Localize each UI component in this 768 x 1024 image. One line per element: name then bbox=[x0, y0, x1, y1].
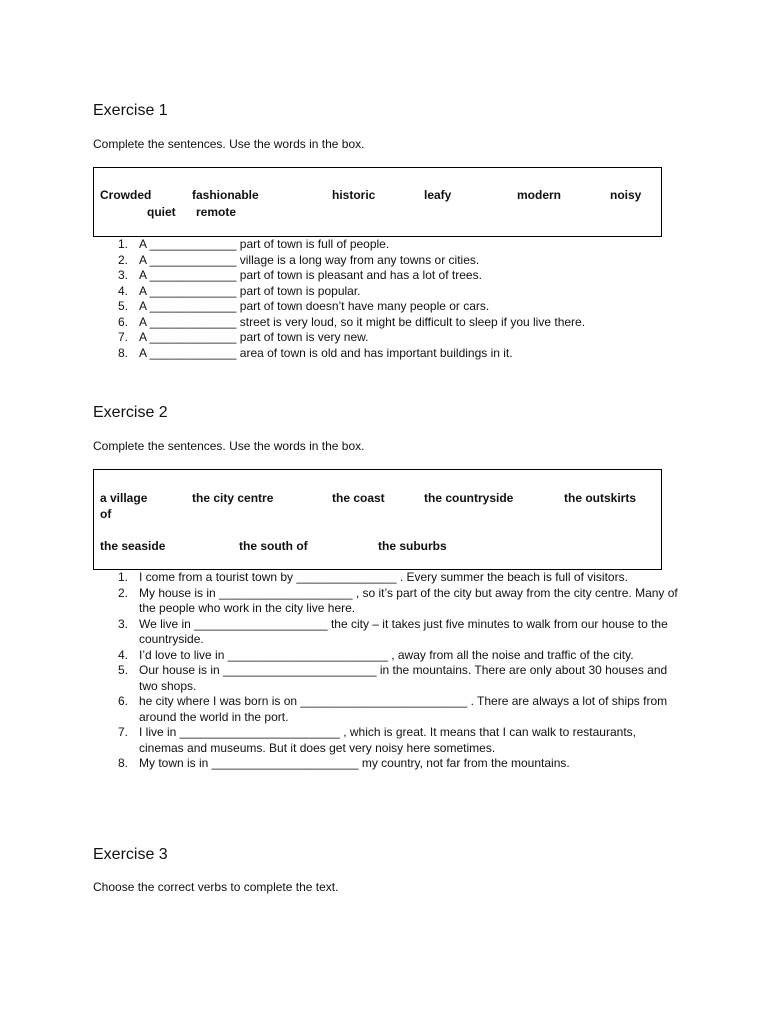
exercise-2-list bbox=[93, 570, 683, 772]
list-item bbox=[93, 725, 683, 756]
word-box-item: the coast bbox=[332, 491, 385, 505]
list-item bbox=[93, 694, 683, 725]
item-number: 6. bbox=[117, 314, 128, 329]
item-text: A _____________ village is a long way from any towns or cities. bbox=[139, 252, 480, 267]
list-item bbox=[93, 330, 683, 346]
item-number: 6. bbox=[117, 694, 128, 708]
word-box-item: noisy bbox=[610, 188, 642, 202]
exercise-2-instruction: Complete the sentences. Use the words in the box. bbox=[93, 439, 365, 453]
word-box-item: quiet bbox=[147, 205, 176, 219]
word-box-item: Crowded bbox=[100, 188, 152, 202]
exercise-1-instruction: Complete the sentences. Use the words in the box. bbox=[93, 137, 365, 151]
word-box-item: the seaside bbox=[100, 539, 166, 553]
item-number: 2. bbox=[117, 585, 128, 600]
list-item bbox=[93, 284, 683, 300]
list-item bbox=[93, 346, 683, 362]
item-number: 3. bbox=[117, 268, 128, 282]
list-item bbox=[93, 648, 683, 664]
word-box-item: the city centre bbox=[192, 491, 274, 505]
word-box-item: the south of bbox=[239, 539, 308, 553]
word-box-item: historic bbox=[332, 188, 376, 202]
word-box-item: remote bbox=[196, 205, 237, 219]
item-number: 1. bbox=[117, 570, 128, 584]
word-box-item: the outskirts bbox=[564, 491, 637, 505]
item-text: A _____________ part of town is popular. bbox=[139, 283, 361, 298]
word-box-item: of bbox=[100, 507, 112, 521]
item-number: 7. bbox=[117, 725, 128, 739]
item-text: My house is in ____________________ , so it’s part of the city but away from the city centre. Many of the people who work in the city live here. bbox=[139, 585, 678, 615]
item-number: 1. bbox=[117, 237, 128, 251]
list-item bbox=[93, 663, 683, 694]
item-text: I live in ________________________ , which is great. It means that I can walk to restaurants, cinemas and museums. But it does get very noisy here sometimes. bbox=[139, 725, 636, 755]
item-text: A _____________ street is very loud, so it might be difficult to sleep if you live there. bbox=[139, 314, 586, 329]
item-text: A _____________ part of town doesn’t have many people or cars. bbox=[139, 299, 490, 313]
item-text: A _____________ area of town is old and has important buildings in it. bbox=[139, 345, 513, 360]
exercise-2-title: Exercise 2 bbox=[93, 404, 168, 421]
item-number: 2. bbox=[117, 252, 128, 267]
list-item bbox=[93, 756, 683, 772]
list-item bbox=[93, 315, 683, 331]
list-item bbox=[93, 253, 683, 269]
item-text: A _____________ part of town is full of people. bbox=[139, 237, 390, 251]
exercise-1-title: Exercise 1 bbox=[93, 102, 168, 119]
exercise-3-title: Exercise 3 bbox=[93, 846, 168, 863]
item-number: 4. bbox=[117, 647, 128, 662]
word-box-item: the suburbs bbox=[378, 539, 447, 553]
word-box-item: fashionable bbox=[192, 188, 259, 202]
exercise-1-word-box bbox=[93, 167, 662, 237]
list-item bbox=[93, 237, 683, 253]
item-text: I come from a tourist town by _______________ . Every summer the beach is full of visitors. bbox=[139, 570, 628, 584]
item-number: 8. bbox=[117, 345, 128, 360]
word-box-item: a village bbox=[100, 491, 148, 505]
list-item bbox=[93, 586, 683, 617]
word-box-item: the countryside bbox=[424, 491, 514, 505]
exercise-2-word-box bbox=[93, 469, 662, 570]
list-item bbox=[93, 299, 683, 315]
word-box-item: modern bbox=[517, 188, 562, 202]
list-item bbox=[93, 570, 683, 586]
exercise-1-list bbox=[93, 237, 683, 361]
item-number: 7. bbox=[117, 330, 128, 344]
item-number: 5. bbox=[117, 663, 128, 677]
exercise-3-instruction: Choose the correct verbs to complete the text. bbox=[93, 880, 339, 894]
list-item bbox=[93, 268, 683, 284]
item-text: We live in ____________________ the city – it takes just five minutes to walk from our house to the countryside. bbox=[139, 616, 668, 646]
item-number: 8. bbox=[117, 756, 128, 770]
item-text: I’d love to live in ________________________ , away from all the noise and traffic of the city. bbox=[139, 647, 634, 662]
item-number: 3. bbox=[117, 616, 128, 631]
list-item bbox=[93, 617, 683, 648]
word-box-item: leafy bbox=[424, 188, 452, 202]
item-text: Our house is in _______________________ in the mountains. There are only about 30 houses and two shops. bbox=[139, 663, 668, 693]
item-text: My town is in ______________________ my country, not far from the mountains. bbox=[139, 756, 570, 770]
item-number: 5. bbox=[117, 299, 128, 313]
item-text: A _____________ part of town is very new. bbox=[139, 330, 369, 344]
item-text: A _____________ part of town is pleasant and has a lot of trees. bbox=[139, 268, 482, 282]
item-text: he city where I was born is on _________________________ . There are always a lot of ships from around the world in the port. bbox=[139, 694, 668, 724]
item-number: 4. bbox=[117, 283, 128, 298]
